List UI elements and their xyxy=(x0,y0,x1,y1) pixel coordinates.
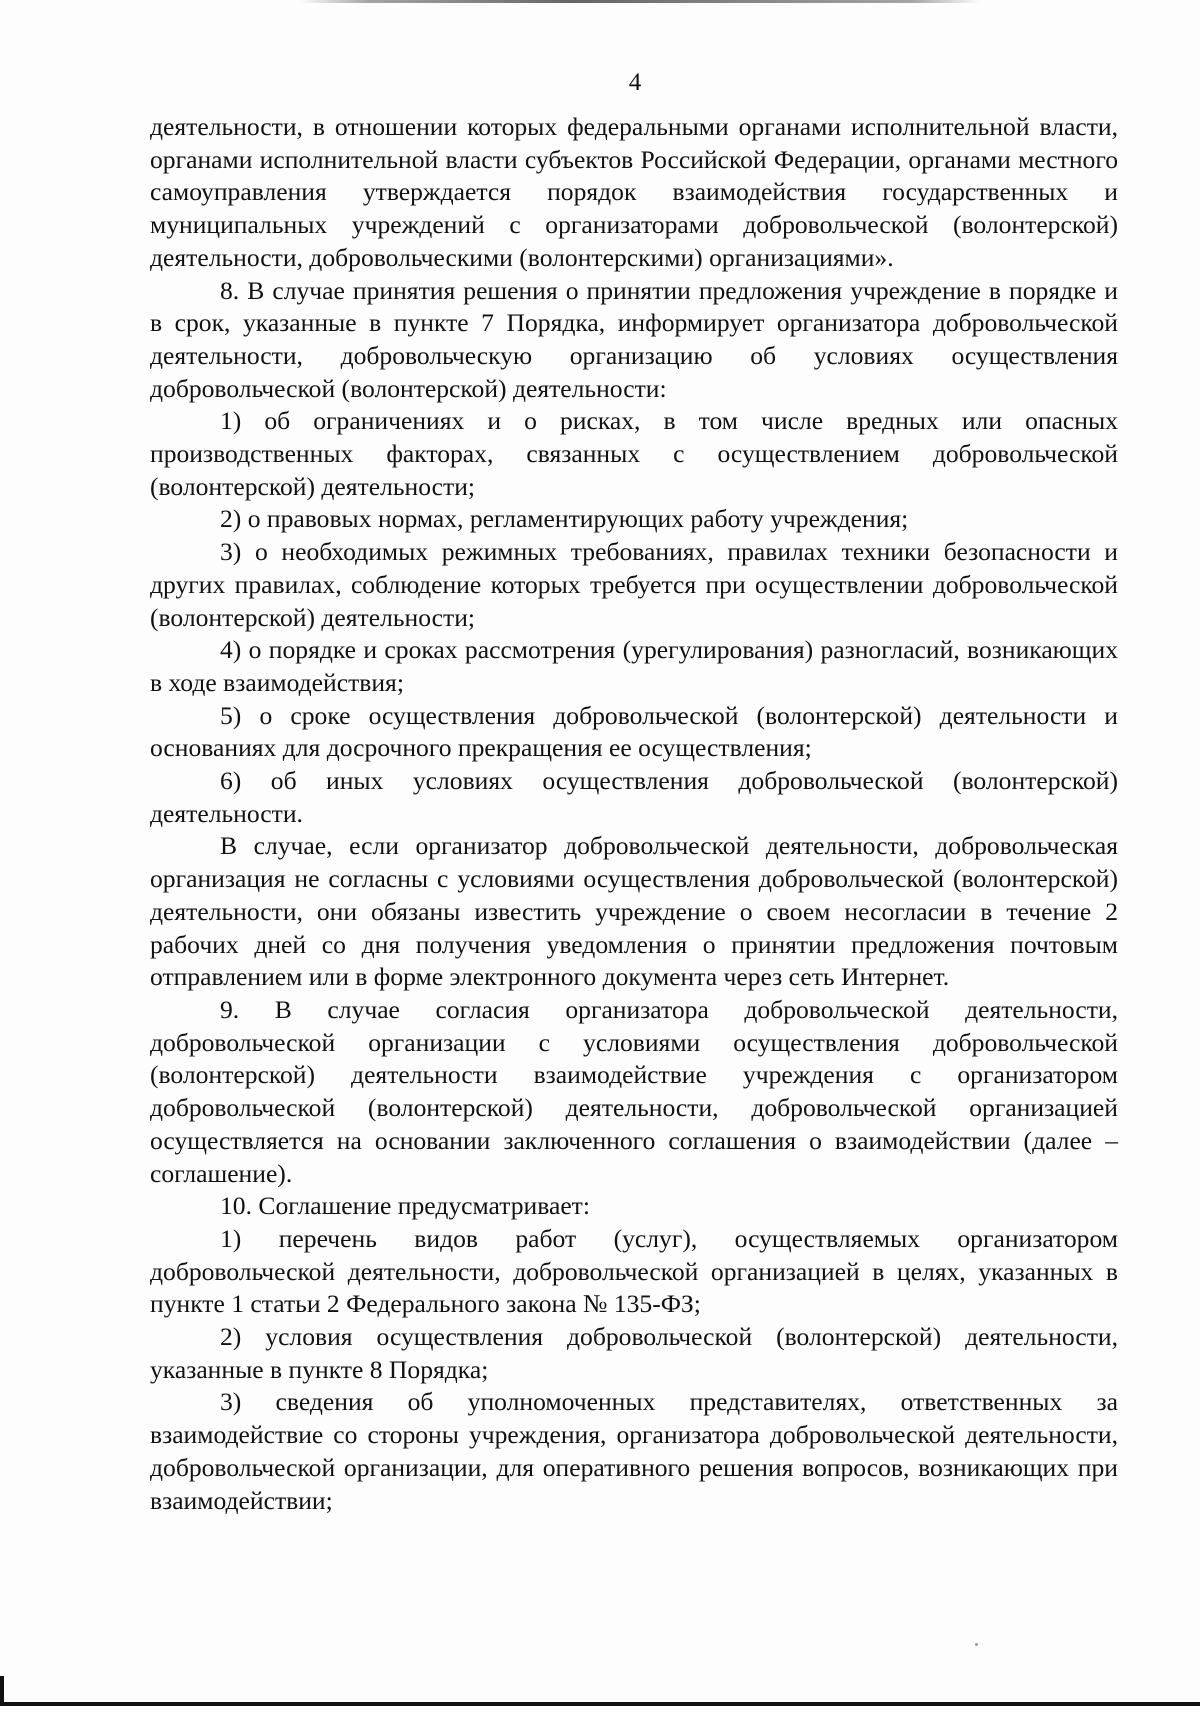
paragraph-subitem-5: 5) о сроке осуществления добровольческой (волонтерской) деятельности и основаниях для досрочного прекращения ее осуществления; xyxy=(150,700,1118,763)
paragraph-disagreement: В случае, если организатор добровольческой деятельности, добровольческая организация не согласны с условиями осуществления добровольческой (волонтерской) деятельности, они обязаны известить учреждение о своем несогласии в течение 2 рабочих дней со дня получения уведомления о принятии предложения почтовым отправлением или в форме электронного документа через сеть Интернет. xyxy=(150,831,1118,992)
paragraph-subitem-2: 2) о правовых нормах, регламентирующих работу учреждения; xyxy=(220,504,909,534)
paragraph-subitem-6: 6) об иных условиях осуществления добровольческой (волонтерской) деятельности. xyxy=(150,766,1118,828)
scan-edge-line-bottom xyxy=(0,1702,1200,1706)
scan-speck xyxy=(975,1643,978,1646)
page-number: 4 xyxy=(628,69,642,96)
paragraph-subitem-1: 1) об ограничениях и о рисках, в том числе вредных или опасных производственных факторах, связанных с осуществлением добровольческой (волонтерской) деятельности; xyxy=(150,406,1118,501)
paragraph-item-9: 9. В случае согласия организатора добровольческой деятельности, добровольческой организации с условиями осуществления добровольческой (волонтерской) деятельности взаимодействие учреждения с организатором добровольческой (волонтерской) деятельности, добровольческой организацией осуществляется на основании заключенного соглашения о взаимодействии (далее – соглашение). xyxy=(150,994,1118,1188)
document-body xyxy=(150,111,1118,1517)
paragraph-subitem-4: 4) о порядке и сроках рассмотрения (урегулирования) разногласий, возникающих в ходе взаимодействия; xyxy=(150,635,1118,697)
scan-edge-line xyxy=(300,0,980,3)
paragraph-subitem-3: 3) о необходимых режимных требованиях, правилах техники безопасности и других правилах, соблюдение которых требуется при осуществлении добровольческой (волонтерской) деятельности; xyxy=(150,537,1118,632)
paragraph-item-8: 8. В случае принятия решения о принятии предложения учреждение в порядке и в срок, указанные в пункте 7 Порядка, информирует организатора добровольческой деятельности, добровольческую организацию об условиях осуществления добровольческой (волонтерской) деятельности: xyxy=(150,275,1118,403)
paragraph-continuation: деятельности, в отношении которых федеральными органами исполнительной власти, органами исполнительной власти субъектов Российской Федерации, органами местного самоуправления утверждается порядок взаимодействия государственных и муниципальных учреждений с организаторами добровольческой (волонтерской) деятельности, добровольческими (волонтерскими) организациями». xyxy=(150,112,1118,272)
paragraph-item-10-sub-1: 1) перечень видов работ (услуг), осуществляемых организатором добровольческой деятельности, добровольческой организацией в целях, указанных в пункте 1 статьи 2 Федерального закона № 135-ФЗ; xyxy=(150,1223,1118,1319)
paragraph-item-10: 10. Соглашение предусматривает: xyxy=(220,1191,590,1221)
paragraph-item-10-sub-3: 3) сведения об уполномоченных представителях, ответственных за взаимодействие со стороны учреждения, организатора добровольческой деятельности, добровольческой организации, для оперативного решения вопросов, возникающих при взаимодействии; xyxy=(150,1387,1118,1515)
paragraph-item-10-sub-2: 2) условия осуществления добровольческой (волонтерской) деятельности, указанные в пункте 8 Порядка; xyxy=(150,1322,1118,1384)
